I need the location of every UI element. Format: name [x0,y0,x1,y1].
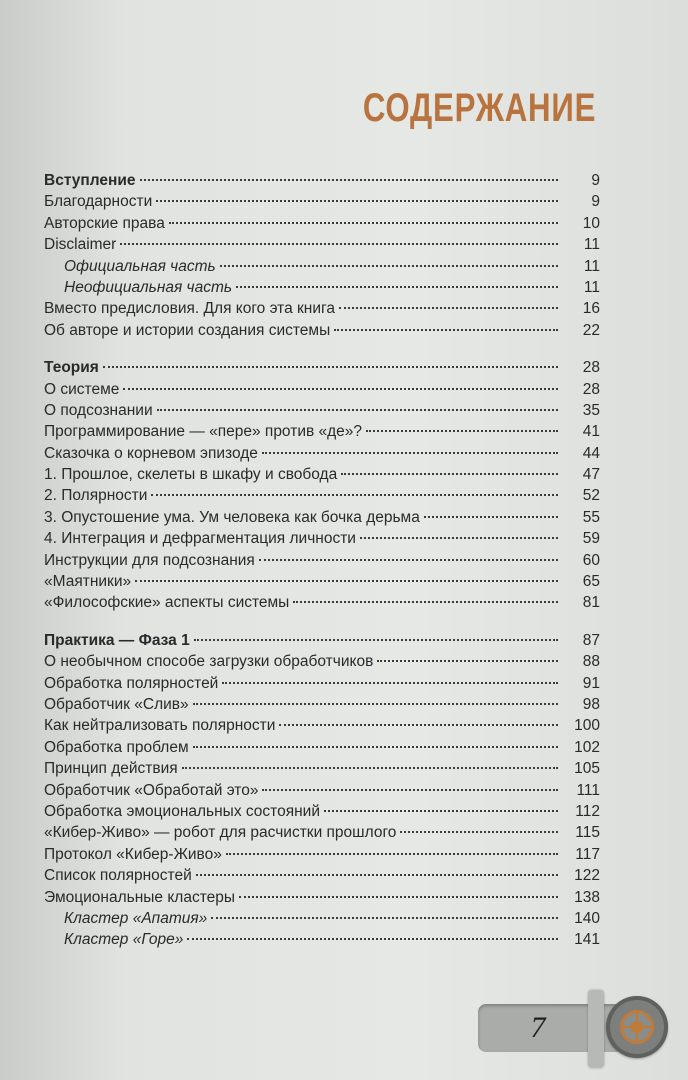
dot-leader [103,366,558,368]
toc-entry-page: 140 [574,909,600,927]
toc-entry-title: Кластер «Горе» [64,931,184,949]
dot-leader [220,265,558,267]
dot-leader [259,559,558,561]
toc-entry-page: 9 [591,172,600,189]
toc-entry-page: 11 [583,278,600,296]
dot-leader [193,746,558,748]
toc-entry [44,421,600,442]
toc-entry-title: Авторские права [44,214,165,232]
toc-entry-title: О подсознании [44,401,153,419]
toc-entry-title: О системе [44,380,120,398]
dot-leader [123,388,558,390]
toc-entry-title: «Кибер-Живо» — робот для расчистки прошлого [44,824,397,842]
toc-entry-page: 98 [582,695,600,713]
toc-entry-title: Практика — Фаза 1 [44,631,190,649]
toc-section-heading [44,630,600,651]
toc-entry-page: 81 [582,594,600,612]
toc-entry-page: 47 [582,466,600,484]
toc-entry-title: Официальная часть [64,257,216,275]
dot-leader [293,601,558,603]
toc-entry [44,277,600,298]
toc-entry [44,780,600,801]
toc-entry-title: Обработчик «Обработай это» [44,781,259,799]
decorative-bracket [588,990,604,1068]
toc-entry-page: 87 [582,631,600,649]
dot-leader [151,494,558,496]
toc-entry-page: 88 [582,653,600,671]
dot-leader [279,724,558,726]
dot-leader [169,222,558,224]
dot-leader [140,179,558,181]
toc-entry [44,464,600,485]
toc-entry-title: Сказочка о корневом эпизоде [44,444,258,462]
toc-entry-title: «Маятники» [44,573,132,591]
toc-entry [44,651,600,672]
toc-entry-page: 65 [582,573,600,591]
toc-section-heading [44,170,600,191]
toc-entry-page: 28 [582,359,600,377]
toc-entry [44,844,600,865]
toc-entry-page: 105 [574,760,600,778]
toc-entry [44,256,600,277]
toc-entry-page: 102 [574,738,600,756]
toc-entry-title: Вместо предисловия. Для кого эта книга [44,300,335,318]
dot-leader [194,639,558,641]
toc-entry-page: 22 [582,321,600,339]
toc-entry-title: Список полярностей [44,867,192,885]
dot-leader [366,430,558,432]
toc-entry-title: Обработчик «Слив» [44,695,189,713]
toc-entry-page: 28 [582,380,600,398]
dot-leader [182,767,558,769]
toc-entry-page: 100 [574,717,600,735]
toc-entry-page: 117 [575,845,600,863]
toc-entry-page: 60 [582,551,600,569]
table-of-contents [44,170,600,967]
page-number: 7 [530,1011,546,1044]
toc-entry-title: 2. Полярности [44,487,148,505]
dot-leader [226,853,558,855]
dot-leader [339,307,558,309]
toc-entry-title: 3. Опустошение ума. Ум человека как бочка дерьма [44,508,420,526]
toc-entry [44,443,600,464]
toc-entry-page: 115 [575,824,600,842]
toc-entry [44,320,600,341]
dot-leader [400,831,558,833]
toc-entry-title: Об авторе и истории создания системы [44,321,331,339]
toc-entry-title: Disclaimer [44,236,117,254]
toc-entry-title: Обработка эмоциональных состояний [44,802,320,820]
dot-leader [334,329,558,331]
dot-leader [193,703,558,705]
toc-entry-page: 111 [576,781,600,799]
toc-entry-title: О необычном способе загрузки обработчиков [44,653,374,671]
toc-entry [44,715,600,736]
toc-entry-title: 4. Интеграция и дефрагментация личности [44,530,356,548]
dot-leader [157,409,558,411]
crosshair-emblem-icon [606,996,668,1058]
dot-leader [135,580,558,582]
toc-entry-page: 11 [583,236,600,254]
toc-entry-title: Кластер «Апатия» [64,909,208,927]
toc-entry-page: 52 [582,487,600,505]
toc-entry-page: 44 [582,444,600,462]
toc-entry-title: Обработка проблем [44,738,189,756]
toc-entry-page: 11 [583,257,600,275]
dot-leader [120,243,558,245]
toc-entry [44,213,600,234]
toc-section-heading [44,357,600,378]
toc-entry [44,929,600,950]
dot-leader [377,660,558,662]
toc-entry-page: 10 [582,214,600,232]
toc-entry [44,400,600,421]
toc-entry [44,528,600,549]
toc-entry-title: Вступление [44,172,136,189]
dot-leader [360,537,558,539]
toc-entry [44,908,600,929]
toc-entry [44,694,600,715]
toc-entry-title: Неофициальная часть [64,278,233,296]
dot-leader [262,452,558,454]
toc-entry-title: Программирование — «пере» против «де»? [44,423,363,441]
toc-entry-page: 41 [582,423,600,441]
toc-entry-page: 122 [574,867,600,885]
toc-entry-page: 55 [582,508,600,526]
dot-leader [187,938,558,940]
toc-entry [44,298,600,319]
toc-entry-title: Инструкции для подсознания [44,551,255,569]
toc-entry-title: Благодарности [44,193,153,211]
toc-section [44,357,600,614]
toc-entry-page: 112 [575,802,600,820]
toc-entry-page: 138 [574,888,600,906]
toc-entry-page: 91 [582,674,600,692]
toc-section [44,170,600,341]
toc-entry [44,571,600,592]
dot-leader [156,200,558,202]
toc-entry [44,379,600,400]
dot-leader [239,896,558,898]
toc-entry-title: Обработка полярностей [44,674,219,692]
toc-entry [44,191,600,212]
toc-entry-title: Теория [44,359,99,377]
toc-entry-title: 1. Прошлое, скелеты в шкафу и свобода [44,466,338,484]
toc-section [44,630,600,951]
toc-entry [44,507,600,528]
toc-entry [44,592,600,613]
toc-entry [44,801,600,822]
toc-entry-title: Эмоциональные кластеры [44,888,236,906]
dot-leader [262,789,558,791]
toc-entry-page: 9 [591,193,600,211]
toc-entry [44,758,600,779]
dot-leader [236,286,558,288]
toc-entry-title: Принцип действия [44,760,178,778]
toc-entry [44,485,600,506]
toc-entry-page: 59 [582,530,600,548]
toc-entry [44,822,600,843]
toc-entry-page: 16 [582,300,600,318]
toc-entry [44,865,600,886]
toc-entry-page: 35 [582,401,600,419]
toc-entry [44,737,600,758]
toc-entry-title: Протокол «Кибер-Живо» [44,845,222,863]
toc-entry [44,550,600,571]
toc-entry-title: Как нейтрализовать полярности [44,717,276,735]
toc-entry [44,234,600,255]
dot-leader [324,810,558,812]
toc-entry [44,673,600,694]
dot-leader [424,516,558,518]
dot-leader [222,682,558,684]
toc-entry-title: «Философские» аспекты системы [44,594,290,612]
dot-leader [341,473,558,475]
dot-leader [196,874,558,876]
dot-leader [211,917,558,919]
toc-entry-page: 141 [574,931,600,949]
page-title: СОДЕРЖАНИЕ [362,86,596,130]
toc-entry [44,887,600,908]
